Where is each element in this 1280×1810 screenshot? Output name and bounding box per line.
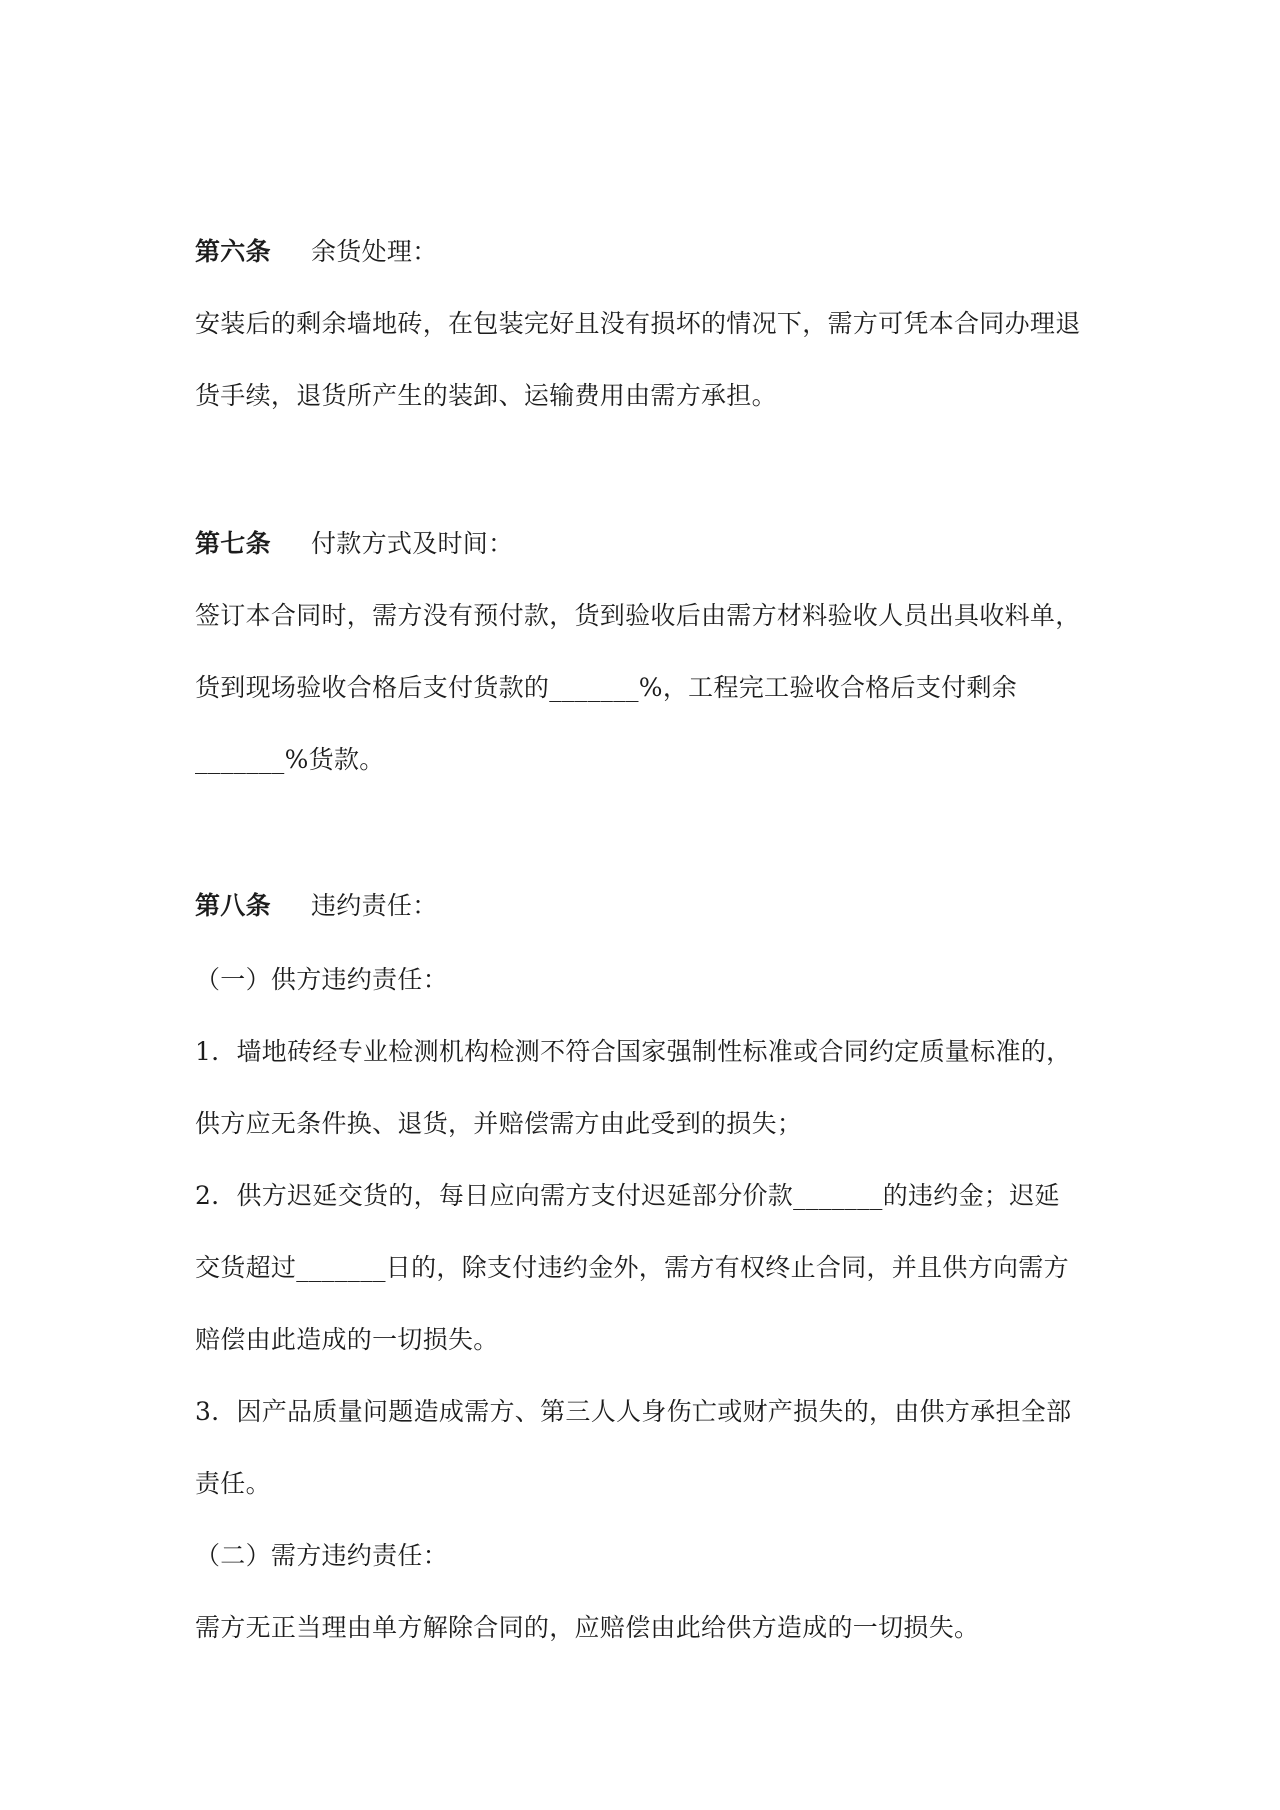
paragraph-line: 交货超过_______日的，除支付违约金外，需方有权终止合同，并且供方向需方: [195, 1253, 1069, 1282]
paragraph-line: 货到现场验收合格后支付货款的_______%，工程完工验收合格后支付剩余: [195, 673, 1018, 702]
paragraph-line: 1．墙地砖经专业检测机构检测不符合国家强制性标准或合同约定质量标准的，: [195, 1037, 1072, 1066]
article-title: 余货处理：: [311, 237, 438, 266]
article-number: 第六条: [195, 237, 271, 266]
article-number: 第七条: [195, 529, 271, 558]
paragraph-line: 2．供方迟延交货的，每日应向需方支付迟延部分价款_______的违约金；迟延: [195, 1181, 1060, 1210]
paragraph-line: 需方无正当理由单方解除合同的，应赔偿由此给供方造成的一切损失。: [195, 1613, 980, 1642]
article-title: 付款方式及时间：: [311, 529, 514, 558]
paragraph-line: （二）需方违约责任：: [195, 1541, 449, 1570]
paragraph-line: 签订本合同时，需方没有预付款，货到验收后由需方材料验收人员出具收料单，: [195, 601, 1081, 630]
article-7-heading: [195, 526, 1095, 562]
article-number: 第八条: [195, 891, 271, 920]
paragraph-line: 供方应无条件换、退货，并赔偿需方由此受到的损失；: [195, 1109, 803, 1138]
paragraph-line: （一）供方违约责任：: [195, 965, 449, 994]
paragraph-line: 安装后的剩余墙地砖，在包装完好且没有损坏的情况下，需方可凭本合同办理退: [195, 309, 1081, 338]
paragraph-line: 3．因产品质量问题造成需方、第三人人身伤亡或财产损失的，由供方承担全部: [195, 1397, 1072, 1426]
article-title: 违约责任：: [311, 891, 438, 920]
paragraph-line: 赔偿由此造成的一切损失。: [195, 1325, 499, 1354]
article-6-heading: [195, 234, 1095, 270]
paragraph-line: 责任。: [195, 1469, 271, 1498]
article-8-heading: [195, 888, 1095, 924]
paragraph-line: 货手续，退货所产生的装卸、运输费用由需方承担。: [195, 381, 777, 410]
paragraph-line: _______%货款。: [195, 745, 385, 774]
